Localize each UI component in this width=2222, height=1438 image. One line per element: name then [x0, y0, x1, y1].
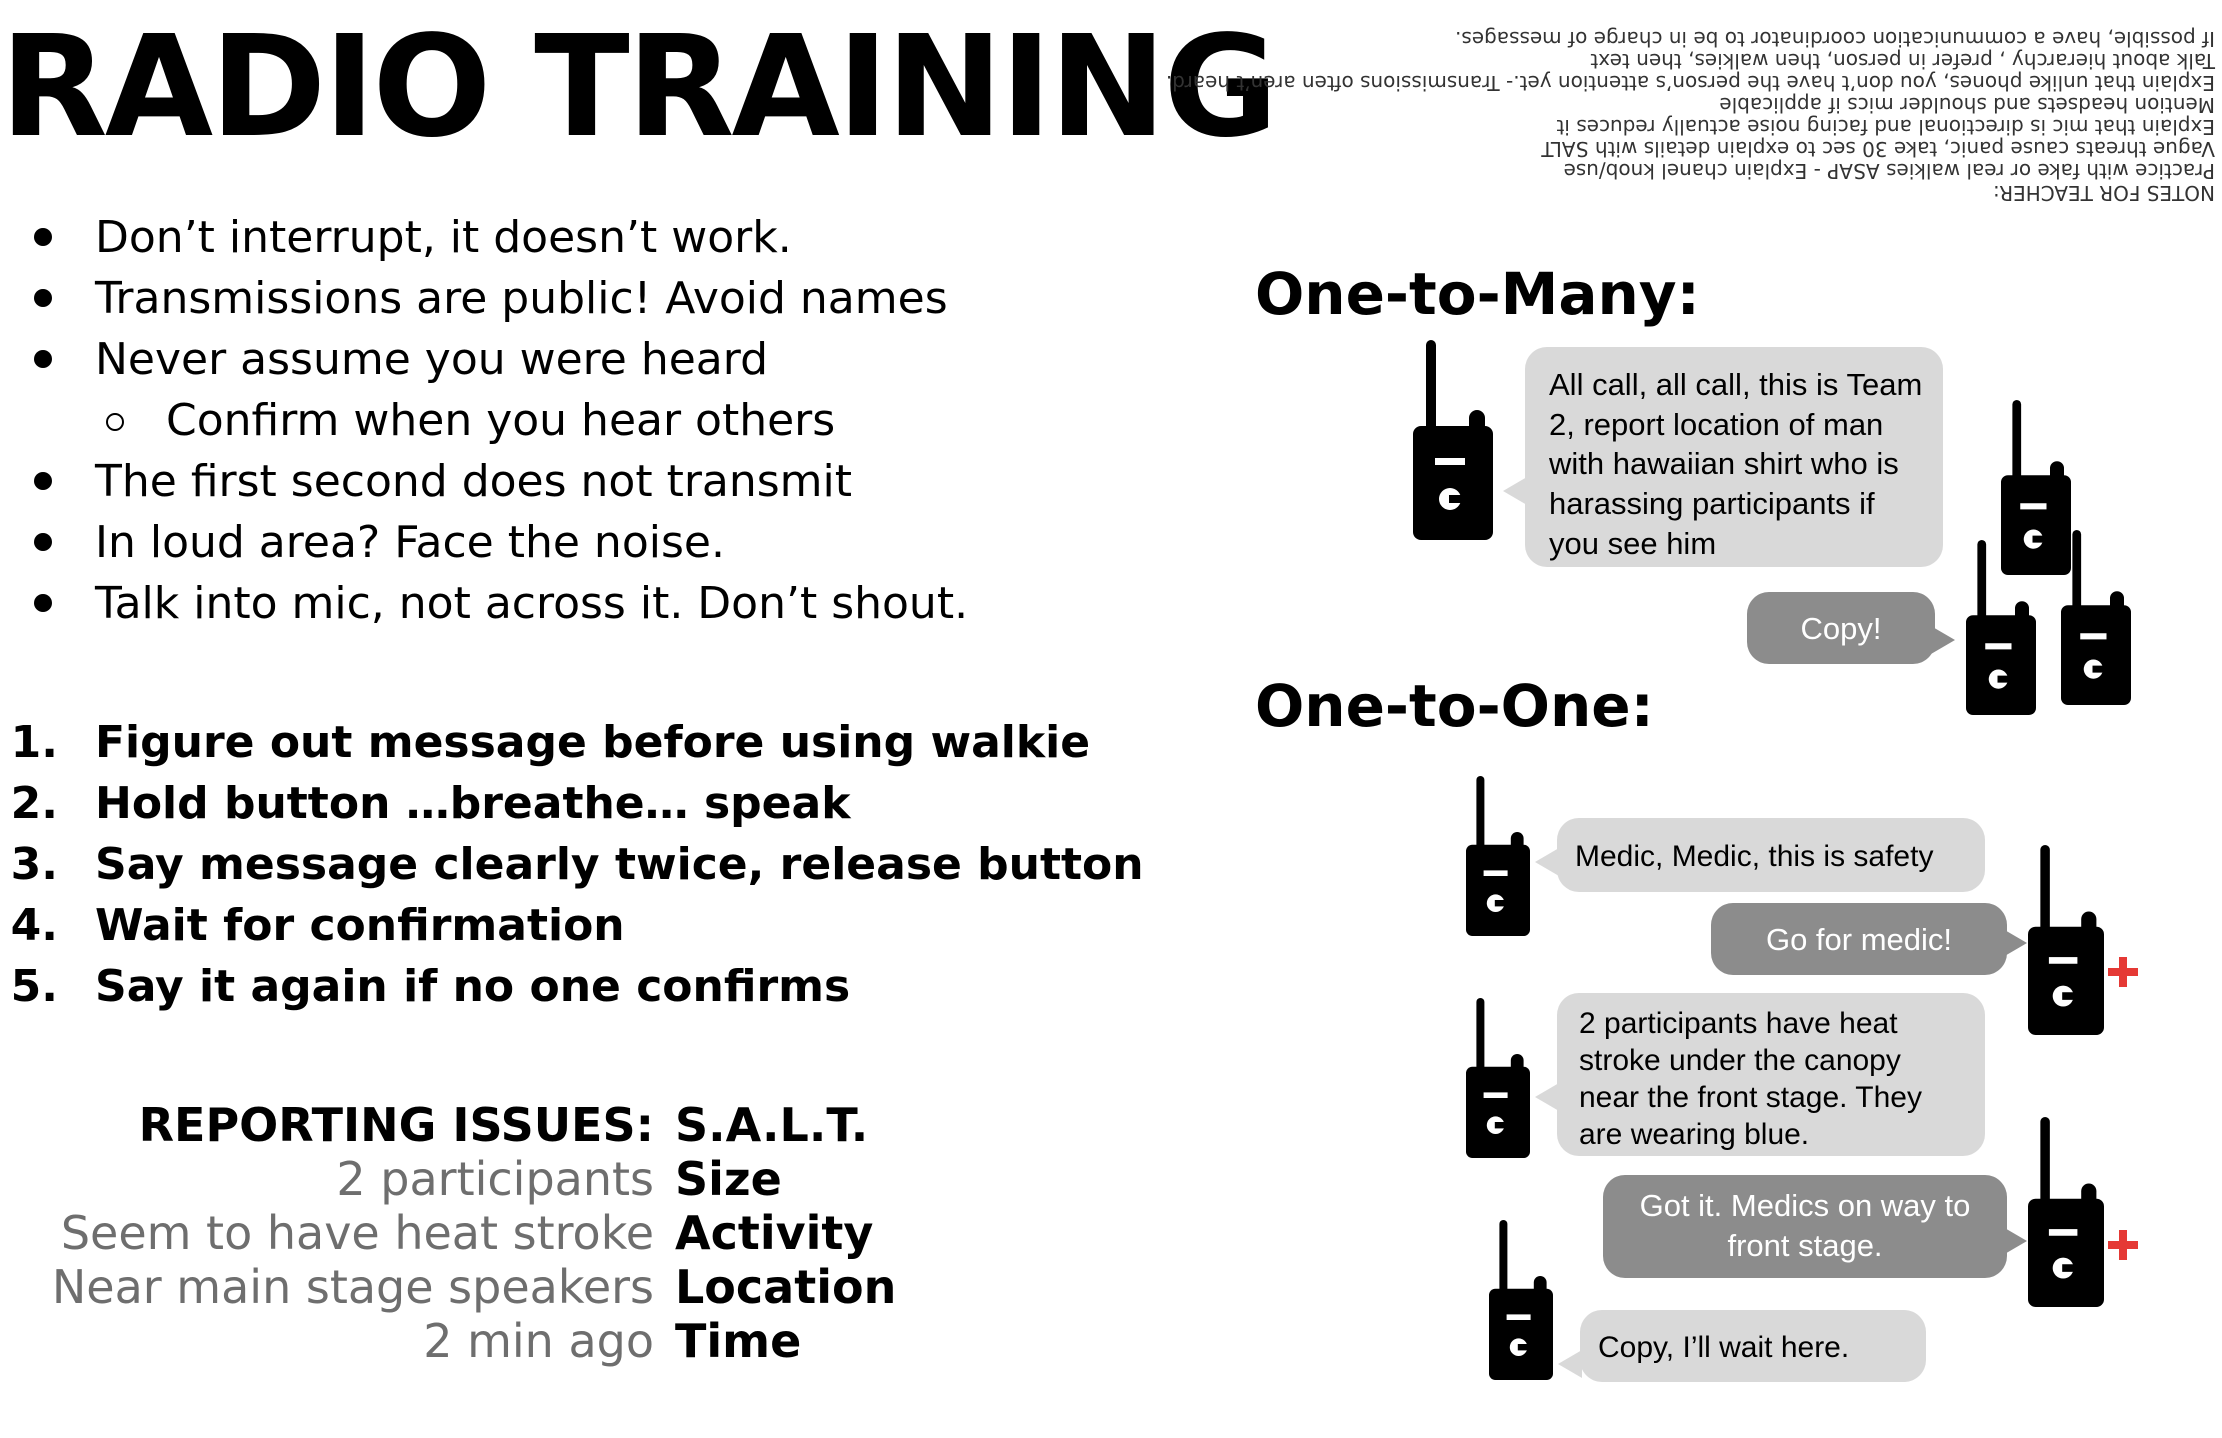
sub-bullet-icon [106, 413, 124, 431]
salt-term: Location [675, 1260, 897, 1314]
message-bubble: Medic, Medic, this is safety [1557, 818, 1985, 892]
bullet-icon [34, 350, 52, 368]
walkie-talkie-icon [1466, 776, 1530, 936]
medic-cross-icon [2108, 957, 2138, 987]
walkie-talkie-icon [1413, 340, 1493, 540]
teacher-notes: NOTES FOR TEACHER: Practice with fake or real walkies ASAP - Explain chanel knob/use Vague threats cause panic, take 30 sec to explain details with SALT Explain that mic is directional and facing noise actually reduces it Mention headsets and shoulder mics if applicable Explain that unlike phones, you don’t have the person’s attention yet.- Transmissions often aren’t heard. Talk about hierarchy , prefer in person, then walkies, then text If possible, have a communication coordinator to be in charge of messages. [1165, 27, 2215, 205]
message-bubble: 2 participants have heat stroke under the canopy near the front stage. They are wearing blue. [1557, 993, 1985, 1156]
salt-term: Time [675, 1314, 802, 1368]
medic-cross-icon [2108, 1230, 2138, 1260]
walkie-talkie-icon [2028, 1112, 2104, 1312]
message-bubble: Copy, I’ll wait here. [1580, 1310, 1926, 1382]
salt-term: Size [675, 1152, 782, 1206]
reply-bubble: Got it. Medics on way to front stage. [1603, 1175, 2007, 1278]
salt-heading: REPORTING ISSUES: [138, 1098, 654, 1152]
page-title: RADIO TRAINING [0, 6, 1276, 169]
salt-acronym: S.A.L.T. [675, 1098, 869, 1152]
one-to-many-heading: One-to-Many: [1255, 260, 1700, 328]
reply-bubble: Go for medic! [1711, 903, 2007, 975]
walkie-talkie-icon [2028, 840, 2104, 1040]
bullet-icon [34, 228, 52, 246]
reply-bubble: Copy! [1747, 592, 1935, 664]
one-to-one-heading: One-to-One: [1255, 672, 1654, 740]
bullet-icon [34, 533, 52, 551]
walkie-talkie-icon [2061, 530, 2131, 705]
salt-example: 2 participants [336, 1152, 654, 1206]
bullet-icon [34, 594, 52, 612]
bullet-icon [34, 472, 52, 490]
bullet-icon [34, 289, 52, 307]
salt-term: Activity [675, 1206, 874, 1260]
salt-example: Near main stage speakers [51, 1260, 654, 1314]
walkie-talkie-icon [1966, 540, 2036, 715]
walkie-talkie-icon [1466, 998, 1530, 1158]
salt-example: 2 min ago [423, 1314, 654, 1368]
salt-example: Seem to have heat stroke [60, 1206, 654, 1260]
walkie-talkie-icon [1489, 1220, 1553, 1380]
message-bubble: All call, all call, this is Team 2, report location of man with hawaiian shirt who is harassing participants if you see him [1525, 347, 1943, 567]
